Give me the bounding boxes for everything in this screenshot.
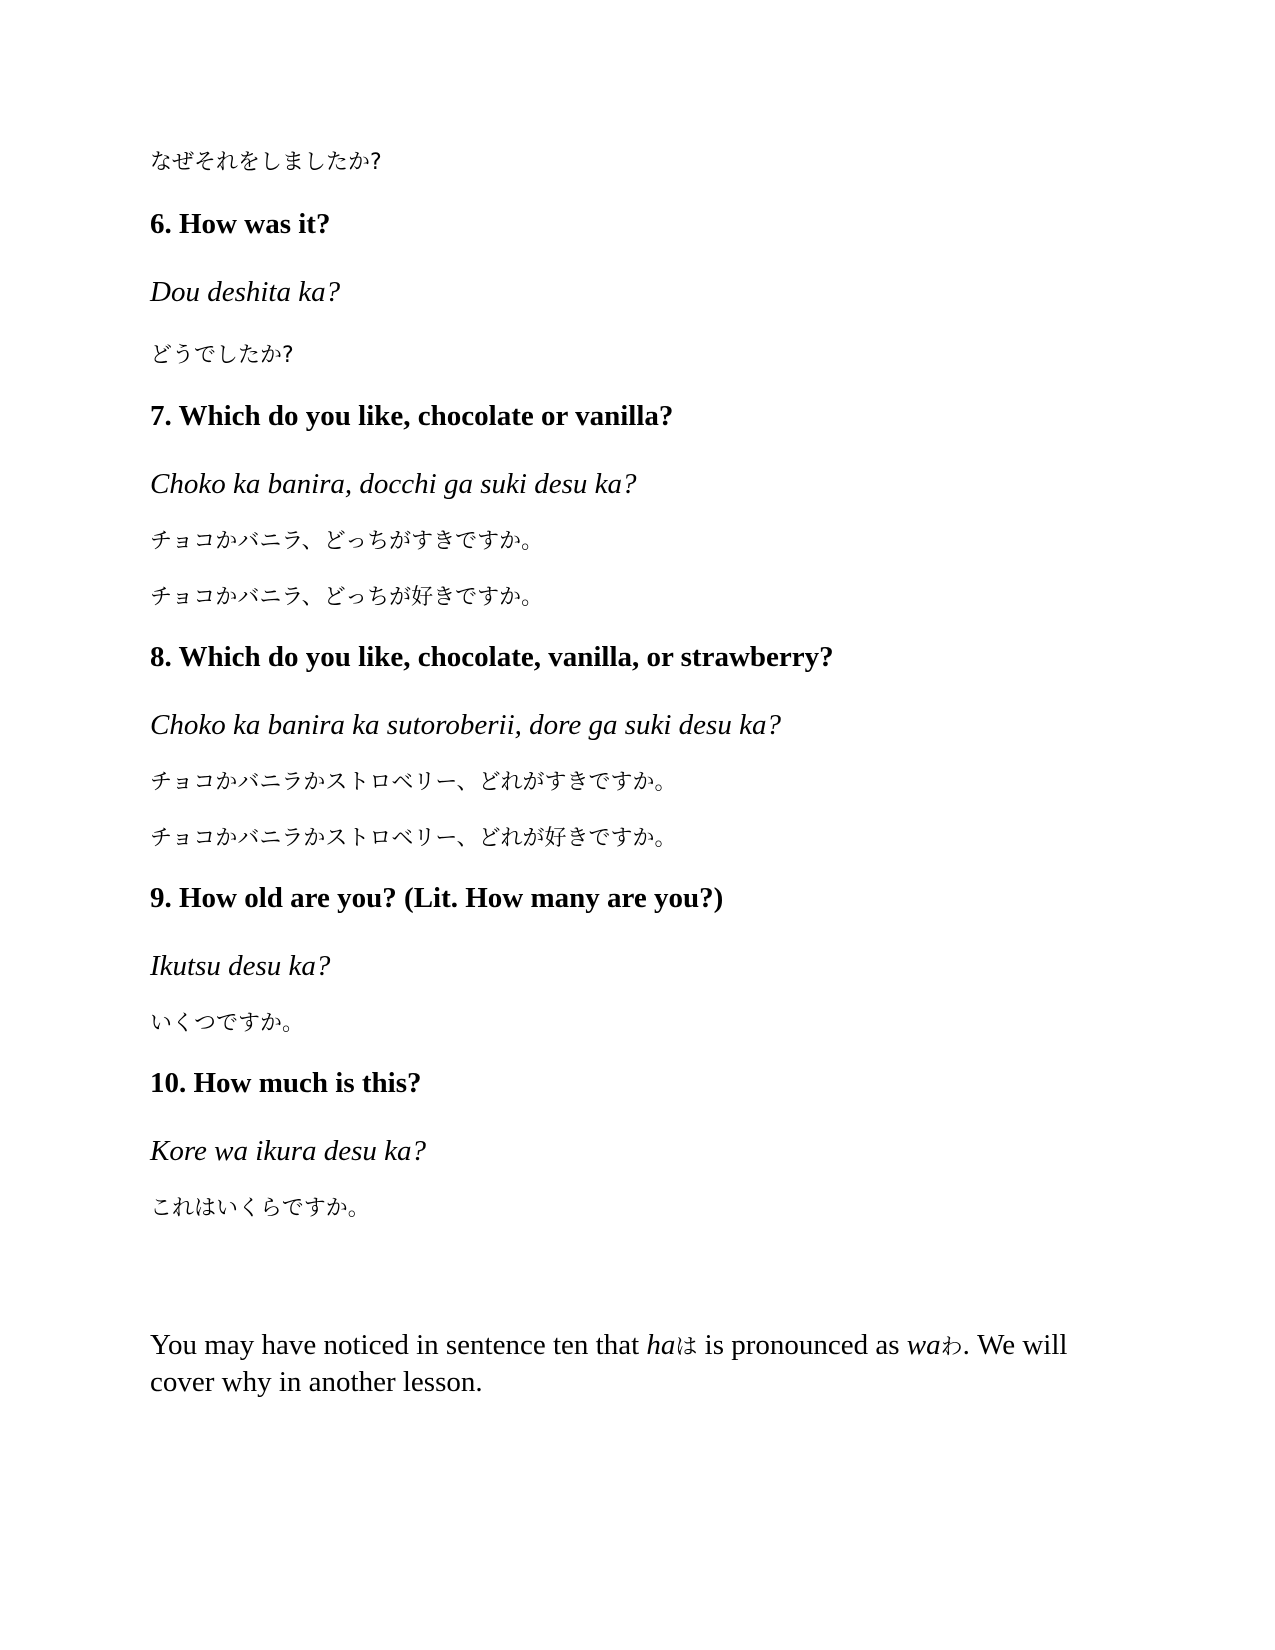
note-text-2: is pronounced as xyxy=(697,1329,907,1361)
q8-romaji: Choko ka banira ka sutoroberii, dore ga suki desu ka? xyxy=(150,709,781,741)
q8-heading: 8. Which do you like, chocolate, vanilla, or strawberry? xyxy=(150,641,834,673)
q8-japanese-kanji: チョコかバニラかストロベリー、どれが好きですか。 xyxy=(150,826,677,851)
q7-japanese-kana: チョコかバニラ、どっちがすきですか。 xyxy=(150,529,544,554)
note-text-3: . We will cover why in another lesson. xyxy=(150,1329,1068,1398)
q6-heading: 6. How was it? xyxy=(150,208,331,240)
q7-heading: 7. Which do you like, chocolate or vanilla? xyxy=(150,400,674,432)
note-text-1: You may have noticed in sentence ten that xyxy=(150,1329,647,1361)
q7-japanese-kanji: チョコかバニラ、どっちが好きですか。 xyxy=(150,585,544,610)
q10-heading: 10. How much is this? xyxy=(150,1067,422,1099)
q10-romaji: Kore wa ikura desu ka? xyxy=(150,1135,427,1167)
q9-japanese: いくつですか。 xyxy=(150,1011,305,1036)
q6-japanese: どうでしたか? xyxy=(150,343,294,368)
q5-japanese: なぜそれをしましたか? xyxy=(150,150,382,175)
note-ha-romaji: ha xyxy=(646,1329,676,1361)
note-wa-kana: わ xyxy=(940,1335,963,1360)
q6-romaji: Dou deshita ka? xyxy=(150,276,341,308)
note-ha-kana: は xyxy=(675,1335,698,1360)
q7-romaji: Choko ka banira, docchi ga suki desu ka? xyxy=(150,468,637,500)
note-wa-romaji: wa xyxy=(906,1329,941,1361)
closing-note xyxy=(150,1328,1100,1399)
q9-romaji: Ikutsu desu ka? xyxy=(150,950,331,982)
q10-japanese: これはいくらですか。 xyxy=(150,1196,370,1221)
q9-heading: 9. How old are you? (Lit. How many are you?) xyxy=(150,882,724,914)
q8-japanese-kana: チョコかバニラかストロベリー、どれがすきですか。 xyxy=(150,770,677,795)
